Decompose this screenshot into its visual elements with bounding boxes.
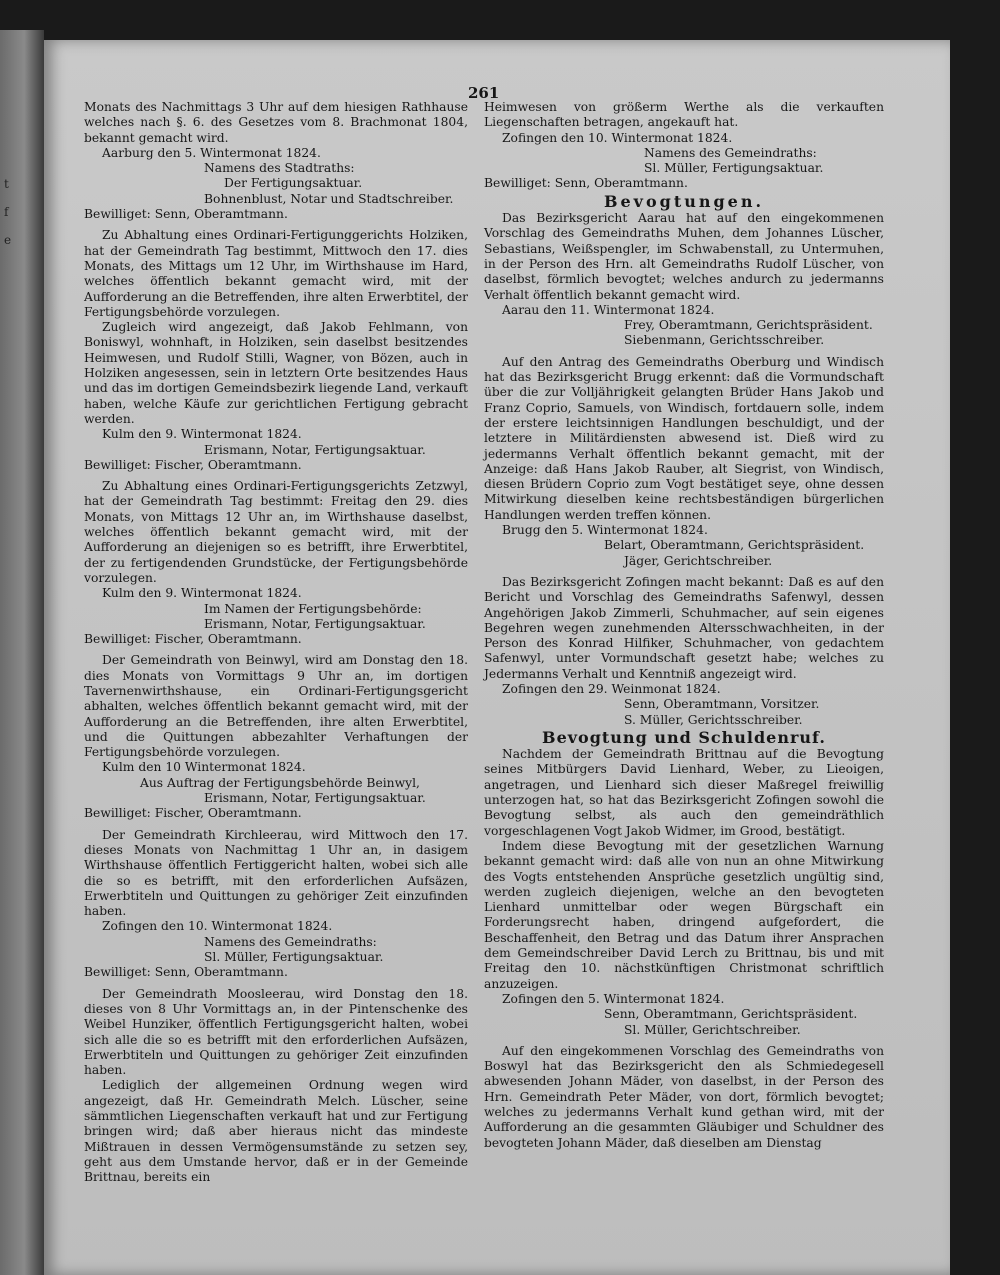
paragraph: Lediglich der allgemeinen Ordnung wegen wird angezeigt, daß Hr. Gemeindrath Melch. Lüscher, seine sämmtlichen Liegenschaften verkauft hat und zur Fertigung bringen wird; daß aber hieraus nicht das mindeste Mißtrauen in dessen Vermögensumstände zu setzen sey, geht aus dem Umstande hervor, daß er in der Gemeinde Brittnau, bereits ein [84, 1078, 468, 1185]
approval-line: Bewilliget: Fischer, Oberamtmann. [84, 806, 302, 821]
signature-line: Frey, Oberamtmann, Gerichtspräsident. [624, 318, 873, 333]
signature-line: Namens des Stadtraths: [204, 161, 355, 176]
section-heading: Bevogtung und Schuldenruf. [542, 727, 826, 747]
approval-line: Bewilliget: Senn, Oberamtmann. [84, 207, 288, 222]
signature-line: S. Müller, Gerichtsschreiber. [624, 712, 803, 727]
place-date: Zofingen den 5. Wintermonat 1824. [502, 991, 725, 1006]
signature-line: Sl. Müller, Fertigungsaktuar. [204, 950, 384, 965]
approval-line: Bewilliget: Fischer, Oberamtmann. [84, 457, 302, 472]
signature-line: Sl. Müller, Fertigungsaktuar. [644, 161, 824, 176]
spine-marks [4, 170, 11, 254]
paragraph: Der Gemeindrath von Beinwyl, wird am Donstag den 18. dies Monats von Vormittags 9 Uhr an, im dortigen Tavernenwirthshause, ein Ordinari-Fertigungsgericht abhalten, welches öffentlich bekannt gemacht wird, mit der Aufforderung an die Betreffenden, ihre alten Erwerbtitel, und die Quittungen abbezahlter Verhaftungen der Fertigungsbehörde vorzulegen. [84, 653, 468, 760]
signature-line: Erismann, Notar, Fertigungsaktuar. [204, 616, 426, 631]
signature-line: Senn, Oberamtmann, Vorsitzer. [624, 697, 820, 712]
place-date: Zofingen den 29. Weinmonat 1824. [502, 681, 721, 696]
paragraph: Nachdem der Gemeindrath Brittnau auf die Bevogtung seines Mitbürgers David Lienhard, Weber, zu Lieoigen, angetragen, und Lienhard sich dieser Maßregel freiwillig unterzogen hat, so hat das Bezirksgericht Zofingen sowohl die Bevogtung selbst, als auch den gemeindräthlich vorgeschlagenen Vogt Jakob Widmer, im Grood, bestätigt. [484, 747, 884, 838]
paragraph: Auf den Antrag des Gemeindraths Oberburg und Windisch hat das Bezirksgericht Brugg erkennt: daß die Vormundschaft über die zur Volljährigkeit gelangten Brüder Hans Jakob und Franz Coprio, Samuels, von Windisch, fortdauern solle, indem der erstere leichtsinnigen Handlungen beschuldigt, und der letztere in Militärdiensten abwesend ist. Dieß wird zu jedermanns Verhalt öffentlich bekannt gemacht, mit der Anzeige: daß Hans Jakob Rauber, alt Siegrist, von Windisch, diesen Brüdern Coprio zum Vogt bestätiget seye, ohne dessen Mitwirkung dieselben keine rechtsbeständigen bürgerlichen Handlungen werden treffen können. [484, 354, 884, 522]
paragraph: Das Bezirksgericht Zofingen macht bekannt: Daß es auf den Bericht und Vorschlag des Gemeindraths Safenwyl, dessen Angehörigen Jakob Zimmerli, Schuhmacher, auf sein eigenes Begehren wegen zunehmenden Altersschwachheiten, in der Person des Konrad Hilfiker, Schuhmacher, von gedachtem Safenwyl, unter Vormundschaft gesetzt habe; welches zu Jedermanns Verhalt und Kenntniß angezeigt wird. [484, 574, 884, 681]
place-date: Aarburg den 5. Wintermonat 1824. [102, 145, 321, 160]
signature-line: Bohnenblust, Notar und Stadtschreiber. [204, 191, 454, 206]
paragraph: Der Gemeindrath Moosleerau, wird Donstag den 18. dieses von 8 Uhr Vormittags an, in der Pintenschenke des Weibel Hunziker, öffentlich Fertigungsgericht halten, wobei sich alle die so es betrifft mit den erforderlichen Aufsäzen, Erwerbtiteln und Quittungen zu gehöriger Zeit einzufinden haben. [84, 986, 468, 1078]
signature-line: Siebenmann, Gerichtsschreiber. [624, 333, 825, 348]
paragraph: Monats des Nachmittags 3 Uhr auf dem hiesigen Rathhause welches nach §. 6. des Gesetzes vom 8. Brachmonat 1804, bekannt gemacht wird. [84, 100, 468, 145]
signature-line: Sl. Müller, Gerichtschreiber. [624, 1022, 801, 1037]
signature-line: Namens des Gemeindraths: [644, 145, 817, 160]
paragraph: Heimwesen von größerm Werthe als die verkauften Liegenschaften betragen, angekauft hat. [484, 100, 884, 130]
approval-line: Bewilliget: Senn, Oberamtmann. [84, 965, 288, 980]
spine-mark: t [4, 177, 9, 191]
signature-line: Jäger, Gerichtschreiber. [624, 553, 773, 568]
paragraph: Zu Abhaltung eines Ordinari-Fertigungsgerichts Zetzwyl, hat der Gemeindrath Tag bestimmt: Freitag den 29. dies Monats, von Mittags 12 Uhr an, im Wirthshause daselbst, welches öffentlich bekannt gemacht wird, mit der Aufforderung an diejenigen so es betrifft, ihre Erwerbtitel, der zu fertigendenden Grundstücke, der Fertigungsbehörde vorzulegen. [84, 479, 468, 585]
page-number: 261 [468, 84, 500, 102]
signature-line: Der Fertigungsaktuar. [224, 176, 363, 191]
paragraph: Indem diese Bevogtung mit der gesetzlichen Warnung bekannt gemacht wird: daß alle von nun an ohne Mitwirkung des Vogts entstehenden Ansprüche gesetzlich ungültig sind, werden zugleich diejenigen, welche an den bevogteten Lienhard unmittelbar oder wegen Bürgschaft ein Forderungsrecht haben, dringend aufgefordert, die Beschaffenheit, den Betrag und das Datum ihrer Ansprachen dem Gemeindschreiber David Lerch zu Brittnau, bis und mit Freitag den 10. nächstkünftigen Christmonat schriftlich anzuzeigen. [484, 838, 884, 991]
signature-line: Im Namen der Fertigungsbehörde: [204, 601, 422, 616]
signature-line: Erismann, Notar, Fertigungsaktuar. [204, 442, 426, 457]
book-spine [0, 30, 44, 1275]
paragraph: Auf den eingekommenen Vorschlag des Gemeindraths von Boswyl hat das Bezirksgericht den als Schmiedegesell abwesenden Johann Mäder, von daselbst, in der Person des Hrn. Gemeindrath Peter Mäder, von dort, förmlich bevogtet; welches zu jedermanns Verhalt kund gethan wird, mit der Aufforderung an die gesammten Gläubiger und Schuldner des bevogteten Johann Mäder, daß dieselben am Dienstag [484, 1043, 884, 1150]
paragraph: Zugleich wird angezeigt, daß Jakob Fehlmann, von Boniswyl, wohnhaft, in Holziken, sein daselbst besitzendes Heimwesen, und Rudolf Stilli, Wagner, von Bözen, auch in Holziken angesessen, sein in letztern Orte besitzendes Haus und das im dortigen Gemeindsbezirk liegende Land, verkauft haben, welche Käufe zur gerichtlichen Fertigung gebracht werden. [84, 320, 468, 426]
place-date: Kulm den 9. Wintermonat 1824. [102, 427, 302, 442]
left-column [84, 100, 468, 1185]
place-date: Brugg den 5. Wintermonat 1824. [502, 523, 708, 538]
place-date: Zofingen den 10. Wintermonat 1824. [102, 919, 333, 934]
place-date: Zofingen den 10. Wintermonat 1824. [502, 130, 733, 145]
signature-line: Aus Auftrag der Fertigungsbehörde Beinwyl, [140, 775, 420, 790]
right-column [484, 100, 884, 1151]
paragraph: Das Bezirksgericht Aarau hat auf den eingekommenen Vorschlag des Gemeindraths Muhen, dem Johannes Lüscher, Sebastians, Weißspengler, im Schwabenstall, zu Untermuhen, in der Person des Hrn. alt Gemeindraths Rudolf Lüscher, von daselbst, förmlich bevogtet; welches andurch zu jedermanns Verhalt öffentlich bekannt gemacht wird. [484, 211, 884, 302]
place-date: Aarau den 11. Wintermonat 1824. [502, 302, 715, 317]
paragraph: Der Gemeindrath Kirchleerau, wird Mittwoch den 17. dieses Monats von Nachmittag 1 Uhr an, in dasigem Wirthshause öffentlich Fertiggericht halten, wobei sich alle die so es betrifft, mit den erforderlichen Aufsäzen, Erwerbtiteln und Quittungen zu gehöriger Zeit einzufinden haben. [84, 827, 468, 919]
signature-line: Belart, Oberamtmann, Gerichtspräsident. [604, 538, 865, 553]
place-date: Kulm den 9. Wintermonat 1824. [102, 586, 302, 601]
approval-line: Bewilliget: Fischer, Oberamtmann. [84, 632, 302, 647]
signature-line: Senn, Oberamtmann, Gerichtspräsident. [604, 1007, 858, 1022]
spine-mark: f [4, 205, 9, 219]
newspaper-page [44, 40, 950, 1275]
signature-line: Erismann, Notar, Fertigungsaktuar. [204, 791, 426, 806]
place-date: Kulm den 10 Wintermonat 1824. [102, 760, 306, 775]
signature-line: Namens des Gemeindraths: [204, 934, 377, 949]
section-heading: Bevogtungen. [603, 191, 765, 211]
spine-mark: e [4, 233, 12, 247]
paragraph: Zu Abhaltung eines Ordinari-Fertigunggerichts Holziken, hat der Gemeindrath Tag bestimmt, Mittwoch den 17. dies Monats, des Mittags um 12 Uhr, im Wirthshause im Hard, welches öffentlich bekannt gemacht wird, mit der Aufforderung an die Betreffenden, ihre alten Erwerbtitel, der Fertigungsbehörde vorzulegen. [84, 228, 468, 319]
approval-line: Bewilliget: Senn, Oberamtmann. [484, 176, 688, 191]
